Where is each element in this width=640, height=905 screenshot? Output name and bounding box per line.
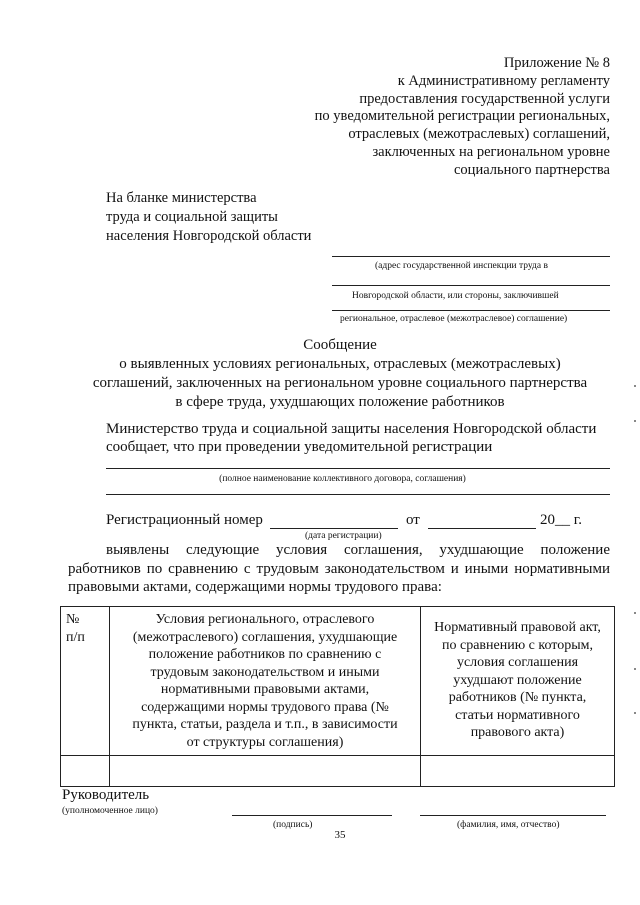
table-cell[interactable] [421,756,615,787]
page-number: 35 [334,829,346,841]
scan-speck [634,712,636,714]
scan-speck [634,420,636,422]
registration-label: Регистрационный номер [106,512,263,528]
scan-speck [634,668,636,670]
findings-line: правовыми актами, содержащими нормы трудового права: [68,579,442,595]
table-header-text: № [66,612,80,627]
table-header-text: нормативными правовыми актами, [160,682,370,697]
table-header-text: правового акта) [470,725,565,740]
conditions-table [60,606,615,787]
signature-authorized: (уполномоченное лицо) [62,806,158,816]
col-conditions-header [110,607,421,756]
table-header-text: статьи нормативного [455,707,580,723]
scan-speck [634,612,636,614]
registration-number-field [270,528,398,529]
table-header-text: содержащими нормы трудового права (№ [141,699,389,715]
annex-line: социального партнерства [454,161,610,178]
table-header-text: трудовым законодательством и иными [150,664,380,680]
table-header-text: положение работников по сравнению с [148,647,382,662]
address-caption-1: (адрес государственной инспекции труда в [375,261,548,271]
table-header-text: ухудшают положение [453,672,582,688]
col-number-header [61,607,110,756]
annex-line: по уведомительной регистрации региональных, [314,108,610,125]
agreement-name-caption: (полное наименование коллективного договора, соглашения) [219,474,466,484]
message-subtitle: соглашений, заключенных на региональном уровне социального партнерства [92,375,588,391]
address-caption-2: Новгородской области, или стороны, заключившей [352,291,559,301]
agreement-name-line [106,468,610,469]
table-header-text: работников (№ пункта, [448,690,587,705]
col-act-header [421,607,615,756]
registration-date-caption: (дата регистрации) [305,531,382,541]
annex-line: к Административному регламенту [397,72,610,89]
table-header-text: условия соглашения [456,655,579,670]
annex-line: отраслевых (межотраслевых) соглашений, [348,126,610,143]
table-header-text: пункта, статьи, раздела и т.п., в зависимости [132,717,398,732]
annex-line: предоставления государственной услуги [359,90,610,107]
letterhead-line: труда и социальной защиты [106,209,278,225]
letterhead-line: населения Новгородской области [106,228,312,244]
registration-from: от [406,512,420,528]
address-line-2 [332,285,610,286]
table-header-text: п/п [66,629,85,645]
name-line [420,815,606,816]
findings-line: работников по сравнению с трудовым законодательством и иными нормативными [68,560,610,577]
signature-caption: (подпись) [273,820,313,830]
intro-line-1: Министерство труда и социальной защиты населения Новгородской области [106,421,597,437]
signature-line [232,815,392,816]
table-header-text: от структуры соглашения) [186,734,344,750]
message-subtitle: о выявленных условиях региональных, отраслевых (межотраслевых) [119,356,561,372]
signature-head: Руководитель [62,787,150,803]
name-caption: (фамилия, имя, отчество) [457,820,560,830]
table-header-text: по сравнению с которым, [442,637,593,653]
address-line-1 [332,256,610,257]
table-header-text: Нормативный правовой акт, [434,620,601,635]
address-caption-3: региональное, отраслевое (межотраслевое) соглашение) [340,314,568,324]
registration-year: 20__ г. [540,512,582,528]
message-title [40,336,640,412]
table-cell[interactable] [61,756,110,787]
findings-line: выявлены следующие условия соглашения, ухудшающие положение [106,542,610,558]
findings-paragraph [68,541,610,597]
annex-line: Приложение № 8 [503,55,610,71]
scan-speck [634,385,636,387]
letterhead-line: На бланке министерства [106,190,257,206]
annex-line: заключенных на региональном уровне [372,143,610,160]
message-heading: Сообщение [303,337,377,353]
table-header-text: (межотраслевого) соглашения, ухудшающие [132,629,398,645]
address-line-3 [332,310,610,311]
table-cell[interactable] [110,756,421,787]
letterhead-note [106,189,311,246]
message-subtitle: в сфере труда, ухудшающих положение работников [175,394,505,410]
table-row [61,756,615,787]
table-header-row [61,607,615,756]
intro-line-2: сообщает, что при проведении уведомительной регистрации [106,439,493,455]
table-header-text: Условия регионального, отраслевого [155,612,375,627]
registration-date-field [428,528,536,529]
agreement-name-line-2 [106,494,610,495]
annex-header [250,55,610,180]
